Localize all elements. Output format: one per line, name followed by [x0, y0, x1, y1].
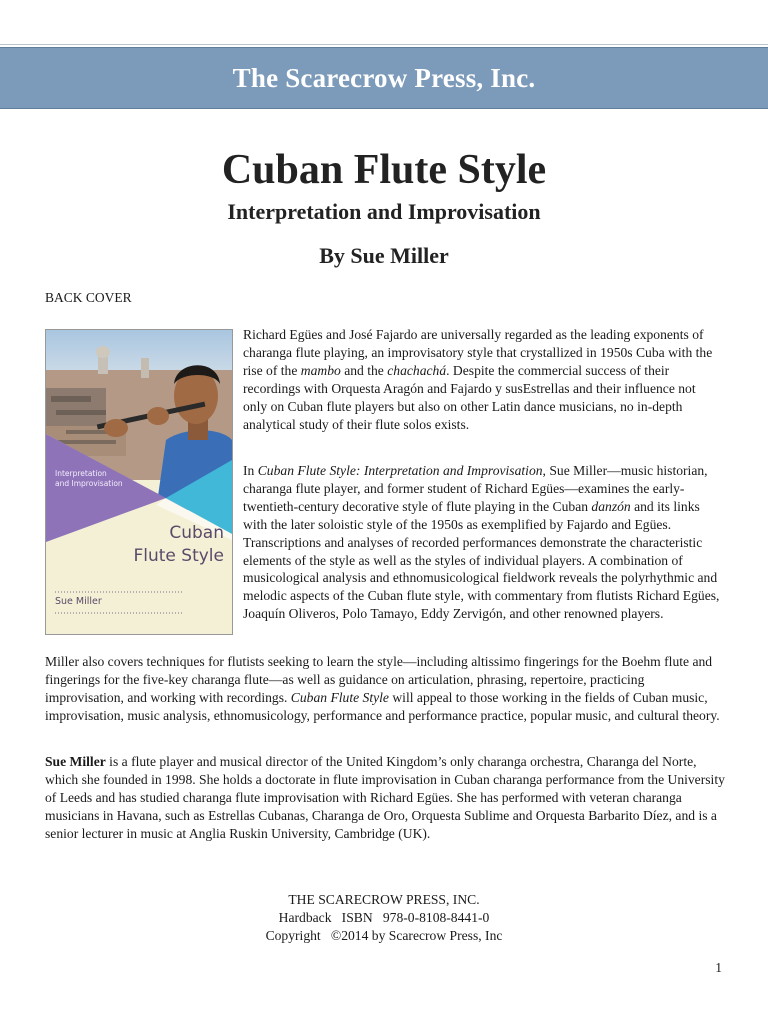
- back-cover-label: BACK COVER: [45, 290, 132, 305]
- p1-text-a: Richard Egües and José Fajardo are universally regarded as the leading exponents of charanga flute playing, an improvisatory style that crystallized in 1950s Cuba with the rise of the: [243, 327, 713, 378]
- publisher-banner-title: The Scarecrow Press, Inc.: [232, 62, 536, 93]
- p1-text-c: . Despite the commercial success of their recordings with Orquesta Aragón and Fajardo y susEstrellas and their influence not only on Cuban flute players but also on other Latin dance musicians, no in-depth analytical study of their flute solos exists.: [243, 362, 696, 432]
- cover-title-line2: Flute Style: [133, 546, 224, 566]
- footer-isbn: Hardback ISBN 978-0-8108-8441-0: [278, 909, 490, 925]
- cover-author: Sue Miller: [55, 596, 102, 607]
- publication-footer: [0, 891, 768, 945]
- p2-text-c: and its links with the later soloistic style of the 1950s as exemplified by Fajardo and Egües. Transcriptions and analyses of recorded performances demonstrate the characteristic elements of the style as well as the styles of individual players. A combination of musicological analysis and ethnomusicological fieldwork reveals the polyrhythmic and melodic aspects of the Cuban flute style, with commentary from flutists Richard Egües, Joaquín Oliveros, Polo Tamayo, Eddy Zervigón, and other renowned players.: [243, 498, 720, 622]
- description-paragraph-1: [243, 326, 723, 433]
- p2-text-b: , Sue Miller—music historian, charanga flute player, and former student of Richard Egües—examines the early-twentieth-century decorative style of flute playing in the Cuban: [243, 463, 708, 514]
- cover-subtitle-line2: and Improvisation: [55, 479, 123, 488]
- top-rule: [0, 44, 768, 45]
- p1-italic-chachacha: chachachá: [387, 362, 447, 378]
- book-title: Cuban Flute Style: [221, 147, 547, 193]
- cover-title-line1: Cuban: [169, 523, 224, 543]
- book-byline: By Sue Miller: [319, 243, 449, 268]
- footer-copyright: Copyright ©2014 by Scarecrow Press, Inc: [265, 927, 503, 943]
- p3-italic-book-title: Cuban Flute Style: [290, 689, 389, 705]
- p3-text-b: will appeal to those working in the fields of Cuban music, improvisation, music analysis, ethnomusicology, performance and performance practice, popular music, and cultural theory.: [45, 689, 720, 723]
- book-subtitle: Interpretation and Improvisation: [227, 199, 541, 224]
- cover-subtitle-line1: Interpretation: [55, 469, 107, 478]
- p2-text-a: In: [243, 463, 258, 478]
- publisher-banner: [0, 47, 768, 109]
- p2-italic-book-title: Cuban Flute Style: Interpretation and Improvisation: [257, 463, 543, 478]
- p1-text-b: and the: [340, 362, 388, 378]
- p1-italic-mambo: mambo: [300, 362, 341, 378]
- author-bio-text: is a flute player and musical director of the United Kingdom’s only charanga orchestra, Charanga del Norte, which she founded in 1998. She holds a doctorate in flute improvisation in Cuban charanga performance from the University of Leeds and has studied charanga flute improvisation with Richard Egües. She has performed with veteran charanga musicians in Havana, such as Estrellas Cubanas, Charanga de Oro, Orquesta Sublime and Orquesta Barbarito Díez, and is a senior lecturer in music at Anglia Ruskin University, Cambridge (UK).: [45, 754, 725, 841]
- author-bio-paragraph: [45, 753, 725, 843]
- p2-italic-danzon: danzón: [591, 498, 631, 514]
- author-name-bold: Sue Miller: [45, 754, 106, 769]
- book-cover-image: [45, 329, 233, 635]
- page-number: 1: [715, 960, 722, 975]
- footer-publisher: THE SCARECROW PRESS, INC.: [288, 892, 480, 907]
- description-paragraph-3: [45, 653, 725, 725]
- p3-text-a: Miller also covers techniques for flutists seeking to learn the style—including altissimo fingerings for the Boehm flute and fingerings for the five-key charanga flute—as well as guidance on articulation, phrasing, repertoire, practicing improvisation, and working with recordings.: [45, 654, 713, 705]
- description-paragraph-2: [243, 462, 723, 623]
